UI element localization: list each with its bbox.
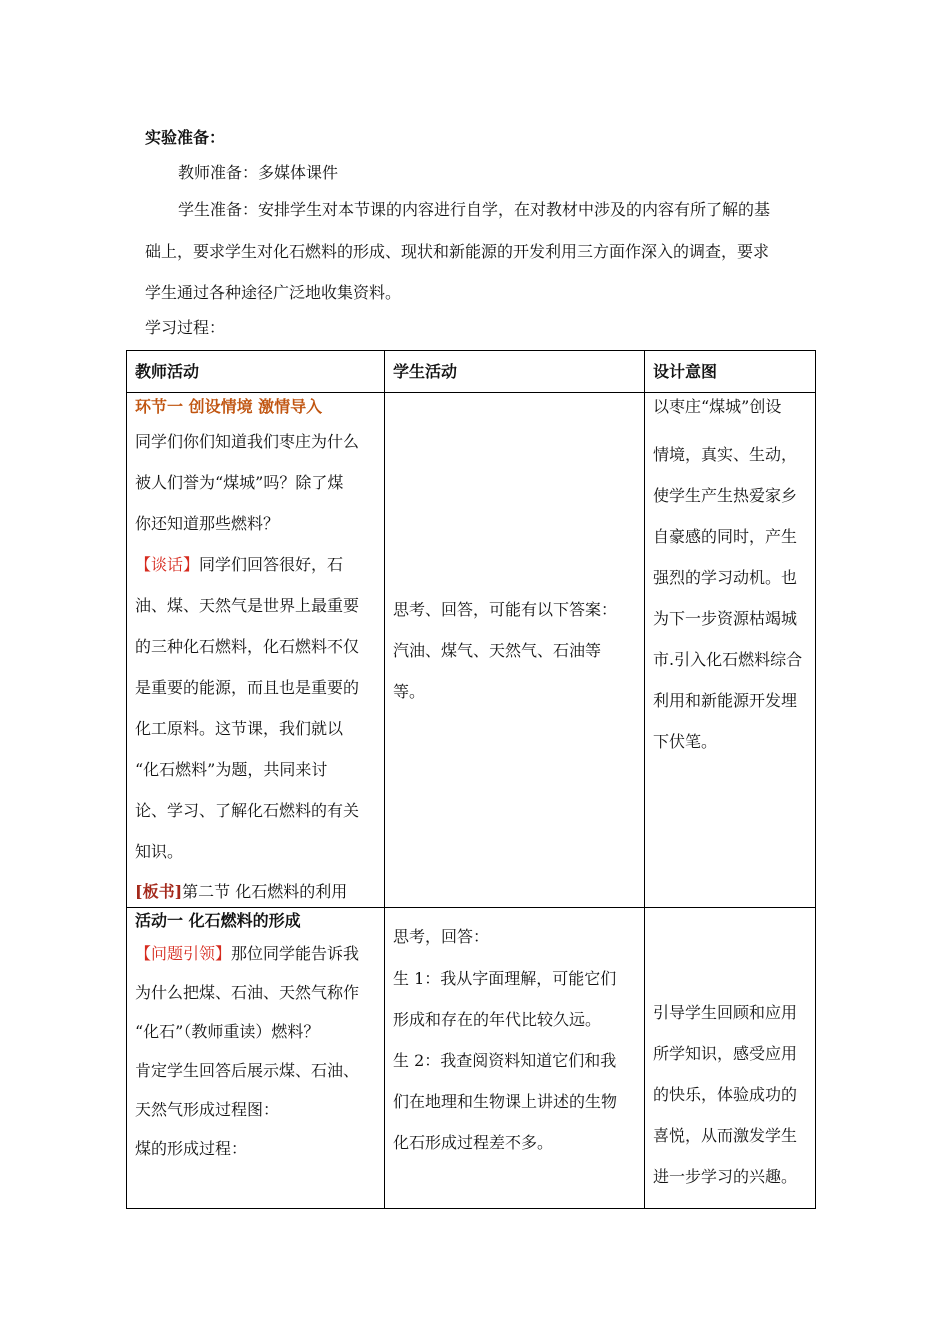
question-text-1: 那位同学能告诉我 [231, 944, 360, 963]
question-text-5: 天然气形成过程图： [135, 1100, 280, 1119]
student-activity-cell [385, 393, 645, 908]
table-header-row [127, 351, 816, 393]
student-activity-cell [385, 908, 645, 1209]
talk-text-6: “化石燃料”为题，共同来讨 [135, 760, 328, 779]
teacher-activity-cell [127, 908, 385, 1209]
student-answer-2: 汽油、煤气、天然气、石油等 [393, 640, 602, 660]
board-text: 第二节 化石燃料的利用 [182, 882, 348, 901]
talk-text-7: 论、学习、了解化石燃料的有关 [135, 801, 360, 820]
question-line-1 [135, 934, 376, 973]
student-reply-1: 思考，回答： [393, 927, 490, 946]
board-tag: [板书] [135, 882, 183, 901]
question-text-3: “化石”（教师重读）燃料？ [135, 1022, 320, 1041]
header-teacher: 教师活动 [127, 351, 385, 393]
intent-text-6: 为下一步资源枯竭城 [653, 609, 798, 628]
question-tag: 【问题引领】 [135, 944, 232, 963]
student-prep-line2: 础上，要求学生对化石燃料的形成、现状和新能源的开发利用三方面作深入的调查，要求 [145, 242, 770, 261]
header-student: 学生活动 [385, 351, 645, 393]
intent-text-2: 所学知识，感受应用 [653, 1044, 798, 1063]
intent-text-1: 引导学生回顾和应用 [653, 1003, 798, 1022]
header-intent: 设计意图 [645, 351, 816, 393]
intent-text-5: 强烈的学习动机。也 [653, 568, 798, 587]
student-prep-line1: 学生准备：安排学生对本节课的内容进行自学，在对教材中涉及的内容有所了解的基 [178, 200, 771, 219]
question-text-6: 煤的形成过程： [135, 1139, 248, 1158]
student-reply-2: 生 1：我从字面理解，可能它们 [393, 969, 617, 988]
student-reply-6: 化石形成过程差不多。 [393, 1133, 554, 1152]
student-prep-line3: 学生通过各种途径广泛地收集资料。 [145, 283, 402, 302]
lesson-table [126, 350, 816, 1209]
talk-text-3: 的三种化石燃料，化石燃料不仅 [135, 637, 360, 656]
table-row [127, 908, 816, 1209]
intro-text-3: 你还知道那些燃料？ [135, 514, 280, 533]
talk-tag: 【谈话】 [135, 555, 200, 574]
process-heading: 学习过程： [145, 318, 226, 337]
question-text-2: 为什么把煤、石油、天然气称作 [135, 983, 360, 1002]
intent-text-3: 的快乐，体验成功的 [653, 1085, 798, 1104]
intent-spacer [653, 908, 807, 992]
intent-text-9: 下伏笔。 [653, 732, 718, 751]
talk-line-1 [135, 544, 376, 585]
design-intent-cell [645, 908, 816, 1209]
teacher-activity-cell [127, 393, 385, 908]
question-text-4: 肯定学生回答后展示煤、石油、 [135, 1061, 360, 1080]
activity-title: 活动一 化石燃料的形成 [135, 911, 301, 930]
student-answer-1: 思考、回答，可能有以下答案： [393, 599, 618, 619]
teacher-prep: 教师准备：多媒体课件 [178, 163, 339, 182]
talk-text-1: 同学们回答很好，石 [199, 555, 344, 574]
talk-text-4: 是重要的能源，而且也是重要的 [135, 678, 360, 697]
board-line [135, 878, 376, 906]
intent-text-1: 以枣庄“煤城”创设 [653, 397, 782, 416]
student-answer-3: 等。 [393, 681, 426, 701]
intro-text-2: 被人们誉为“煤城”吗？除了煤 [135, 473, 344, 492]
intent-text-8: 利用和新能源开发埋 [653, 691, 798, 710]
intent-text-4: 喜悦，从而激发学生 [653, 1126, 798, 1145]
student-reply-4: 生 2：我查阅资料知道它们和我 [393, 1051, 617, 1070]
intent-text-2: 情境，真实、生动， [653, 445, 798, 464]
intent-text-7: 市.引入化石燃料综合 [653, 650, 803, 669]
intent-text-4: 自豪感的同时，产生 [653, 527, 798, 546]
section-title: 环节一 创设情境 激情导入 [135, 397, 323, 416]
student-reply-3: 形成和存在的年代比较久远。 [393, 1010, 602, 1029]
intro-text-1: 同学们你们知道我们枣庄为什么 [135, 432, 360, 451]
table-row [127, 393, 816, 908]
prep-heading: 实验准备： [145, 128, 226, 147]
talk-text-8: 知识。 [135, 842, 184, 861]
intent-text-3: 使学生产生热爱家乡 [653, 486, 798, 505]
talk-text-2: 油、煤、天然气是世界上最重要 [135, 596, 360, 615]
student-reply-5: 们在地理和生物课上讲述的生物 [393, 1092, 618, 1111]
intent-text-5: 进一步学习的兴趣。 [653, 1167, 798, 1186]
talk-text-5: 化工原料。这节课，我们就以 [135, 719, 344, 738]
design-intent-cell [645, 393, 816, 908]
